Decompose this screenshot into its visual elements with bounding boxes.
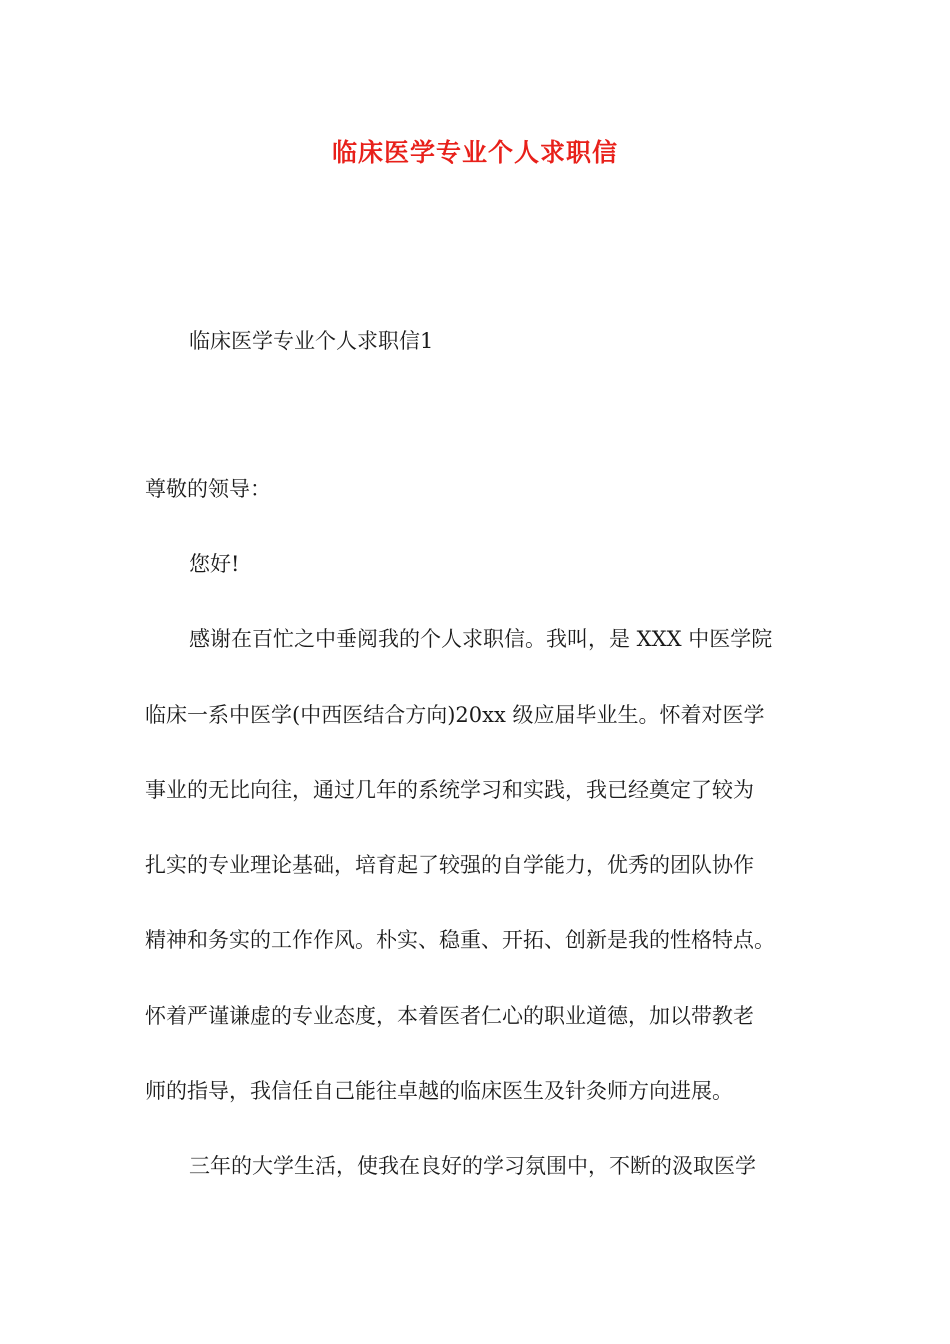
paragraph-line: 感谢在百忙之中垂阅我的个人求职信。我叫，是 XXX 中医学院 bbox=[189, 627, 773, 651]
paragraph-line: 怀着严谨谦虚的专业态度，本着医者仁心的职业道德，加以带教老 bbox=[145, 1004, 754, 1028]
section-heading: 临床医学专业个人求职信1 bbox=[189, 329, 434, 353]
paragraph-line: 事业的无比向往，通过几年的系统学习和实践，我已经奠定了较为 bbox=[145, 778, 754, 802]
paragraph-line: 精神和务实的工作作风。朴实、稳重、开拓、创新是我的性格特点。 bbox=[145, 928, 775, 952]
paragraph-line: 师的指导，我信任自己能往卓越的临床医生及针灸师方向进展。 bbox=[145, 1079, 733, 1103]
document-title: 临床医学专业个人求职信 bbox=[331, 138, 618, 167]
paragraph-line: 扎实的专业理论基础，培育起了较强的自学能力，优秀的团队协作 bbox=[145, 853, 754, 877]
paragraph-line: 临床一系中医学(中西医结合方向)20xx 级应届毕业生。怀着对医学 bbox=[145, 703, 765, 727]
greeting: 您好! bbox=[189, 552, 240, 576]
salutation: 尊敬的领导： bbox=[145, 477, 271, 501]
paragraph-line: 三年的大学生活，使我在良好的学习氛围中，不断的汲取医学 bbox=[189, 1154, 756, 1178]
